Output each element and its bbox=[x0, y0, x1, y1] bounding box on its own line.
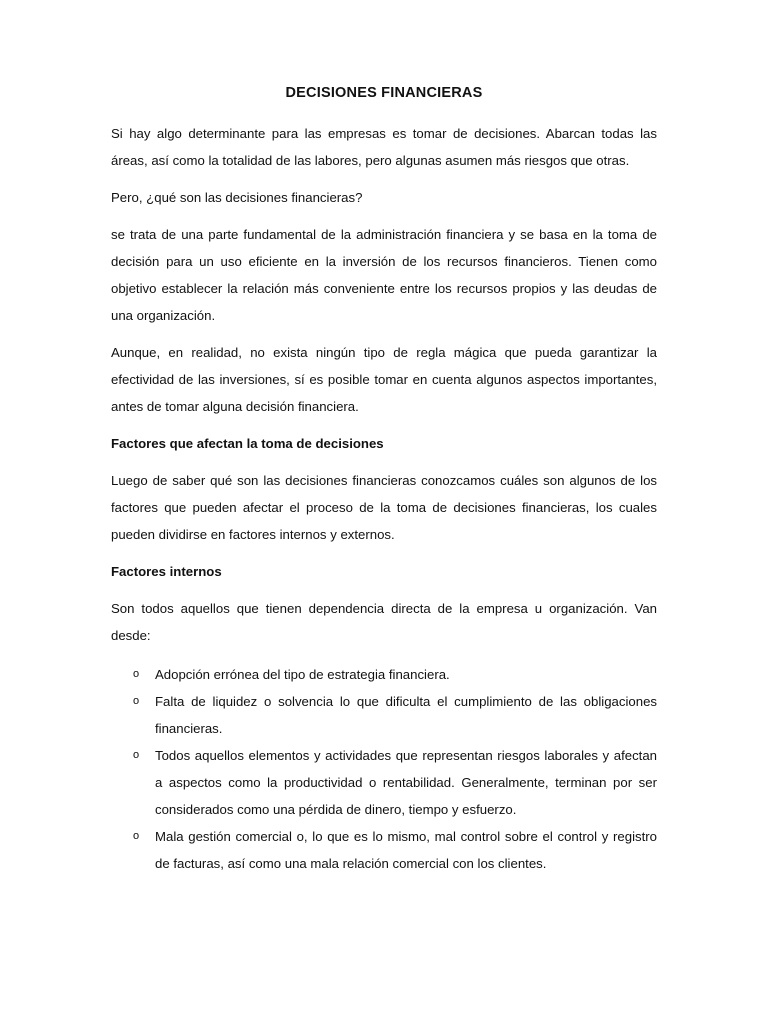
bullet-marker: o bbox=[133, 668, 140, 680]
list-item bbox=[133, 742, 657, 823]
bullet-marker: o bbox=[133, 830, 140, 842]
list-item-text: Todos aquellos elementos y actividades que representan riesgos laborales y afectan a aspectos como la productividad o rentabilidad. Generalmente, terminan por ser considerados como una pérdida de dinero, tiempo y esfuerzo. bbox=[155, 748, 657, 817]
page-title: DECISIONES FINANCIERAS bbox=[285, 85, 483, 101]
list-item-text: Mala gestión comercial o, lo que es lo mismo, mal control sobre el control y registro de facturas, así como una mala relación comercial con los clientes. bbox=[155, 829, 657, 871]
question-paragraph: Pero, ¿qué son las decisiones financieras? bbox=[111, 190, 363, 205]
list-item-text: Adopción errónea del tipo de estrategia financiera. bbox=[155, 667, 450, 682]
bullet-marker: o bbox=[133, 695, 140, 707]
list-item-text: Falta de liquidez o solvencia lo que dificulta el cumplimiento de las obligaciones financieras. bbox=[155, 694, 657, 736]
internal-factors-paragraph: Son todos aquellos que tienen dependencia directa de la empresa u organización. Van desde: bbox=[111, 601, 657, 643]
internal-factors-heading: Factores internos bbox=[111, 564, 222, 579]
list-item bbox=[133, 823, 657, 877]
note-paragraph: Aunque, en realidad, no exista ningún tipo de regla mágica que pueda garantizar la efectividad de las inversiones, sí es posible tomar en cuenta algunos aspectos importantes, antes de tomar alguna decisión financiera. bbox=[111, 345, 657, 414]
list-item bbox=[133, 661, 657, 688]
factors-paragraph: Luego de saber qué son las decisiones financieras conozcamos cuáles son algunos de los factores que pueden afectar el proceso de la toma de decisiones financieras, los cuales pueden dividirse en factores internos y externos. bbox=[111, 473, 657, 542]
bullet-marker: o bbox=[133, 749, 140, 761]
definition-paragraph: se trata de una parte fundamental de la administración financiera y se basa en la toma de decisión para un uso eficiente en la inversión de los recursos financieros. Tienen como objetivo establecer la relación más conveniente entre los recursos propios y las deudas de una organización. bbox=[111, 227, 657, 323]
internal-factors-list bbox=[111, 661, 657, 877]
intro-paragraph: Si hay algo determinante para las empresas es tomar de decisiones. Abarcan todas las áreas, así como la totalidad de las labores, pero algunas asumen más riesgos que otras. bbox=[111, 126, 657, 168]
list-item bbox=[133, 688, 657, 742]
factors-heading: Factores que afectan la toma de decisiones bbox=[111, 436, 384, 451]
